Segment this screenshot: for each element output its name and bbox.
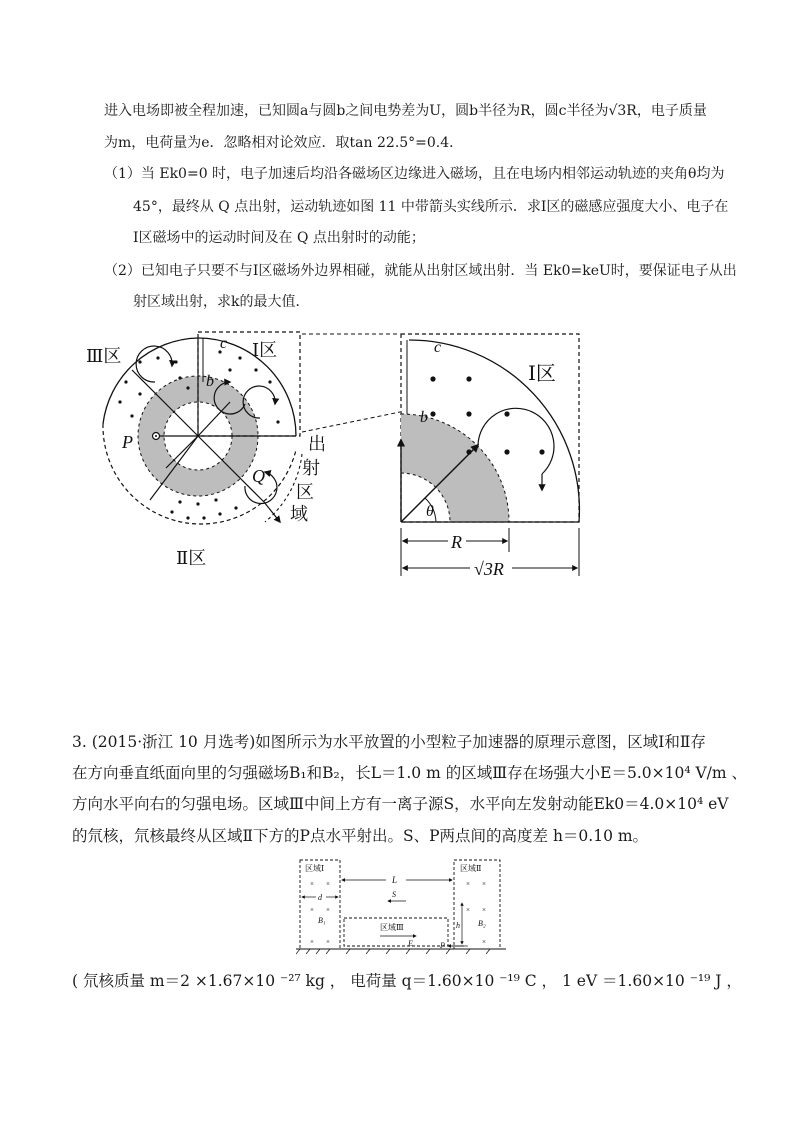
exit-char: 区 bbox=[296, 482, 314, 502]
text-line: Ⅰ区磁场中的运动时间及在 Q 点出射时的动能； bbox=[133, 230, 425, 246]
label-zone3: Ⅲ区 bbox=[86, 346, 122, 366]
svg-text:×: × bbox=[310, 880, 314, 888]
label-L: L bbox=[392, 875, 398, 885]
svg-text:×: × bbox=[310, 906, 314, 914]
text-line: 方向水平向右的匀强电场。区域Ⅲ中间上方有一离子源S，水平向左发射动能Ek0＝4.0×10⁴ eV bbox=[72, 795, 729, 813]
svg-text:×: × bbox=[482, 880, 486, 888]
label-S: S bbox=[392, 890, 396, 899]
label-sqrt3R: √3R bbox=[474, 559, 504, 579]
text-line: 在方向垂直纸面向里的匀强磁场B₁和B₂，长L＝1.0 m 的区域Ⅲ存在场强大小E＝5.0×10⁴ V/m 、 bbox=[72, 764, 748, 782]
svg-text:×: × bbox=[466, 906, 470, 914]
label-E: E bbox=[408, 939, 413, 948]
text-line: （1）当 Ek0=0 时，电子加速后均沿各磁场区边缘进入磁场，且在电场内相邻运动轨迹的夹角θ均为 bbox=[104, 166, 725, 182]
label-zone1: Ⅰ区 bbox=[528, 363, 556, 385]
label-P: P bbox=[440, 941, 445, 950]
label-b: b bbox=[206, 373, 214, 390]
accelerator-diagram bbox=[296, 856, 506, 956]
label-B2: B₂ bbox=[478, 919, 486, 928]
svg-text:×: × bbox=[310, 938, 314, 946]
text-line: 45°，最终从 Q 点出射，运动轨迹如图 11 中带箭头实线所示．求Ⅰ区的磁感应强度大小、电子在 bbox=[133, 199, 729, 215]
svg-text:×: × bbox=[326, 906, 330, 914]
exit-char: 出 bbox=[308, 434, 326, 454]
text-line: 的氘核，氘核最终从区域Ⅱ下方的P点水平射出。S、P两点间的高度差 h＝0.10 m。 bbox=[72, 827, 649, 845]
svg-text:×: × bbox=[466, 880, 470, 888]
right-figure bbox=[401, 334, 579, 579]
label-region2: 区域Ⅱ bbox=[460, 864, 482, 873]
label-zone1: Ⅰ区 bbox=[252, 340, 278, 360]
text-line: 为m，电荷量为e．忽略相对论效应．取tan 22.5°=0.4． bbox=[104, 135, 464, 151]
label-d: d bbox=[318, 893, 322, 902]
svg-text:×: × bbox=[482, 938, 486, 946]
svg-text:×: × bbox=[326, 880, 330, 888]
svg-text:×: × bbox=[482, 906, 486, 914]
exit-char: 射 bbox=[302, 458, 320, 478]
label-b: b bbox=[420, 409, 428, 426]
label-h: h bbox=[456, 921, 460, 930]
left-figure bbox=[86, 332, 326, 568]
label-zone2: Ⅱ区 bbox=[176, 548, 207, 568]
label-B1: B₁ bbox=[318, 916, 326, 925]
label-R: R bbox=[451, 532, 462, 552]
label-P: P bbox=[122, 432, 133, 452]
text-line: （2）已知电子只要不与Ⅰ区磁场外边界相碰，就能从出射区域出射．当 Ek0=keU时，要保证电子从出 bbox=[104, 263, 737, 279]
label-Q: Q bbox=[252, 466, 265, 486]
svg-text:×: × bbox=[326, 938, 330, 946]
label-region1: 区域Ⅰ bbox=[305, 864, 325, 873]
text-line: 射区域出射，求k的最大值． bbox=[133, 294, 310, 310]
label-theta: θ bbox=[426, 503, 434, 520]
exit-char: 域 bbox=[290, 504, 308, 524]
label-region3: 区域Ⅲ bbox=[380, 923, 404, 932]
label-c: c bbox=[434, 339, 442, 356]
text-line: 3. (2015·浙江 10 月选考)如图所示为水平放置的小型粒子加速器的原理示意图，区域Ⅰ和Ⅱ存 bbox=[72, 733, 706, 751]
label-c: c bbox=[220, 335, 228, 352]
constants-line: ( 氘核质量 m＝2 ×1.67×10 ⁻²⁷ kg ， 电荷量 q＝1.60×10 ⁻¹⁹ C ， 1 eV ＝1.60×10 ⁻¹⁹ J ， bbox=[72, 972, 742, 990]
figure-11 bbox=[80, 322, 600, 582]
text-line: 进入电场即被全程加速，已知圆a与圆b之间电势差为U，圆b半径为R，圆c半径为√3R，电子质量 bbox=[104, 103, 707, 119]
